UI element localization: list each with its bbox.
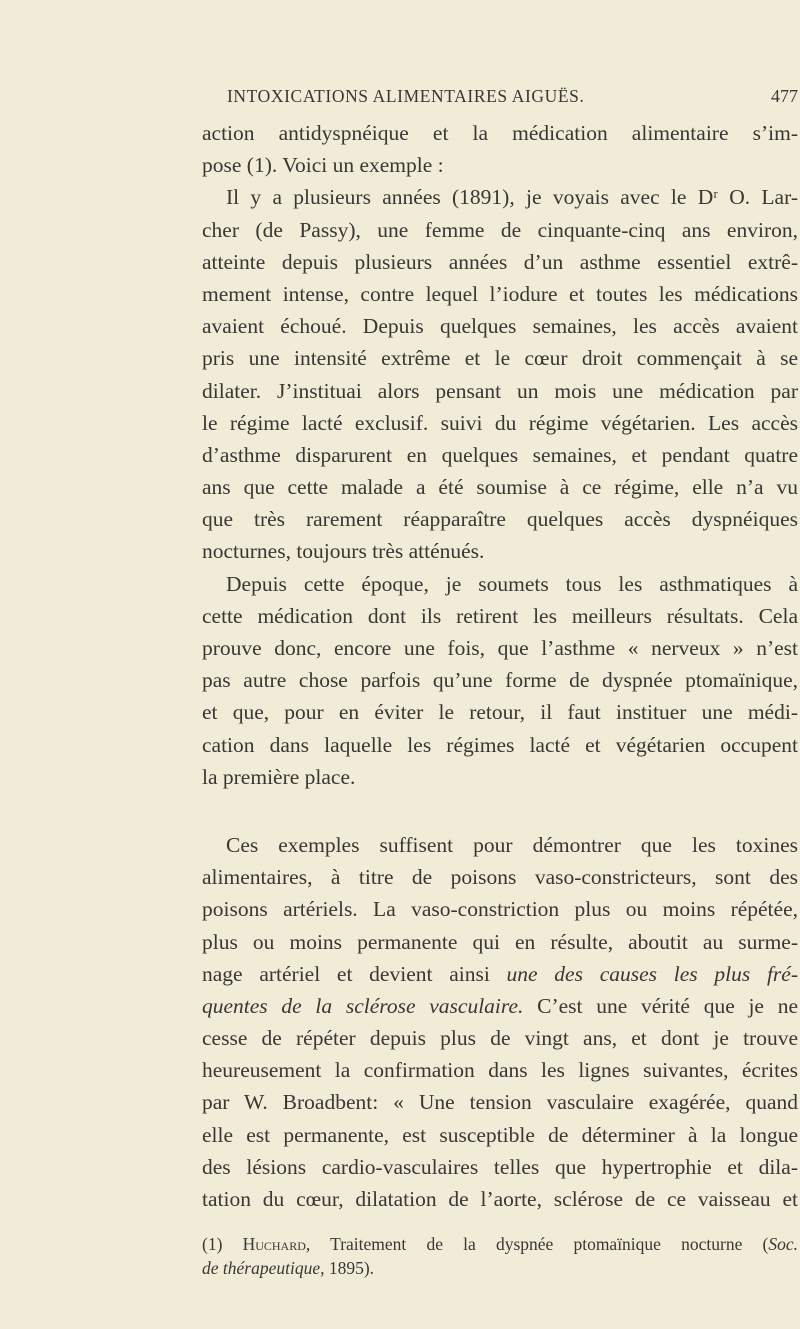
- text-line-mixed: [202, 958, 798, 990]
- text-line: dilater. J’instituai alors pensant un mois une médication par: [202, 378, 798, 403]
- text-line: alimentaires, à titre de poisons vaso-constricteurs, sont des: [202, 865, 798, 890]
- text-line: prouve donc, encore une fois, que l’asthme « nerveux » n’est: [202, 636, 798, 660]
- text-line: poisons artériels. La vaso-constriction plus ou moins répétée,: [202, 897, 798, 922]
- text-line: heureusement la confirmation dans les lignes suivantes, écrites: [202, 1058, 798, 1083]
- footnote-journal-cont: de thérapeutique,: [202, 1258, 325, 1278]
- text-line: Il y a plusieurs années (1891), je voyais avec le Dʳ O. Lar-: [226, 185, 798, 210]
- text-line: nocturnes, toujours très atténués.: [202, 539, 485, 564]
- text-line: plus ou moins permanente qui en résulte, aboutit au surme-: [202, 929, 798, 954]
- running-head: INTOXICATIONS ALIMENTAIRES AIGUËS.: [227, 86, 585, 106]
- text-line: le régime lacté exclusif. suivi du régime végétarien. Les accès: [202, 410, 798, 435]
- text-line: pas autre chose parfois qu’une forme de dyspnée ptomaïnique,: [202, 668, 798, 693]
- text-line: la première place.: [202, 764, 356, 789]
- text-line: mement intense, contre lequel l’iodure et toutes les médications: [202, 281, 798, 306]
- text-line: cation dans laquelle les régimes lacté et végétarien occupent: [202, 732, 798, 757]
- body-text: [202, 117, 798, 1215]
- text-line: et que, pour en éviter le retour, il faut instituer une médi-: [202, 700, 798, 725]
- page-number: 477: [771, 86, 798, 106]
- text-line: Ces exemples suffisent pour démontrer que les toxines: [226, 832, 798, 857]
- text-line: pose (1). Voici un exemple :: [202, 153, 444, 178]
- text-line: par W. Broadbent: « Une tension vasculaire exagérée, quand: [202, 1090, 798, 1115]
- footnote-journal: Soc.: [768, 1234, 798, 1254]
- text-line: elle est permanente, est susceptible de déterminer à la longue: [202, 1122, 798, 1147]
- footnote-line: [202, 1232, 798, 1256]
- text-run: nage artériel et devient ainsi: [202, 961, 490, 986]
- text-line: que très rarement réapparaître quelques accès dyspnéiques: [202, 507, 798, 532]
- footnote: [202, 1232, 798, 1280]
- footnote-line: [202, 1256, 798, 1280]
- text-run: C’est une vérité que je ne: [537, 993, 799, 1018]
- text-line: ans que cette malade a été soumise à ce régime, elle n’a vu: [202, 475, 798, 500]
- text-line: action antidyspnéique et la médication alimentaire s’im-: [202, 121, 798, 145]
- italic-run: une des causes les plus fré-: [506, 961, 798, 986]
- text-line: cher (de Passy), une femme de cinquante-cinq ans environ,: [202, 217, 798, 242]
- footnote-year: 1895).: [328, 1258, 375, 1278]
- footnote-author: Huchard,: [242, 1234, 311, 1254]
- text-line: Depuis cette époque, je soumets tous les asthmatiques à: [226, 571, 798, 596]
- paragraph-gap: [202, 793, 798, 829]
- footnote-marker: (1): [202, 1234, 223, 1254]
- text-line: d’asthme disparurent en quelques semaines, et pendant quatre: [202, 442, 798, 467]
- italic-run: quentes de la sclérose vasculaire.: [202, 993, 524, 1018]
- page-header: [175, 86, 798, 112]
- text-line-mixed: [202, 990, 798, 1022]
- text-line: cette médication dont ils retirent les meilleurs résultats. Cela: [202, 603, 798, 628]
- text-line: avaient échoué. Depuis quelques semaines, les accès avaient: [202, 314, 798, 339]
- text-line: des lésions cardio-vasculaires telles que hypertrophie et dila-: [202, 1154, 798, 1179]
- text-line: cesse de répéter depuis plus de vingt ans, et dont je trouve: [202, 1026, 798, 1051]
- footnote-text: Traitement de la dyspnée ptomaïnique nocturne (: [330, 1234, 769, 1254]
- text-line: pris une intensité extrême et le cœur droit commençait à se: [202, 346, 798, 371]
- text-line: atteinte depuis plusieurs années d’un asthme essentiel extrê-: [202, 249, 798, 274]
- text-line: tation du cœur, dilatation de l’aorte, sclérose de ce vaisseau et: [202, 1187, 798, 1211]
